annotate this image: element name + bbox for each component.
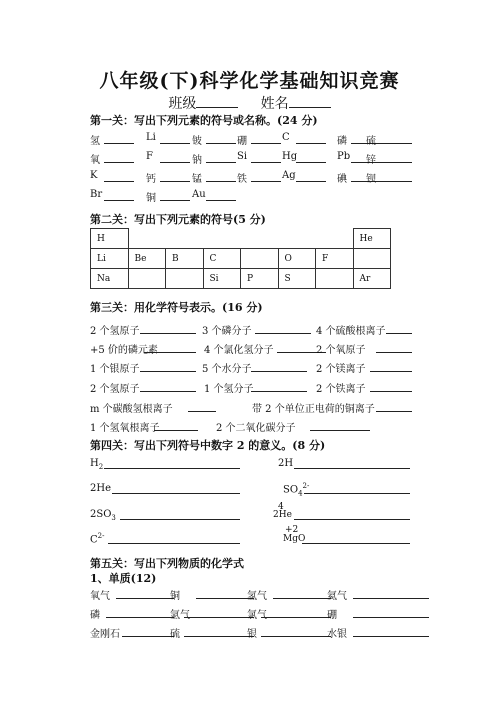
answer-line[interactable] — [294, 519, 410, 520]
symbol-h2: $H_2$ — [90, 458, 104, 471]
substance-label: 金刚石 — [90, 629, 120, 640]
table-gap — [128, 229, 353, 249]
answer-line[interactable] — [184, 617, 254, 618]
element-label: 铜 — [146, 193, 156, 204]
question-label: 3 个磷分子 — [202, 326, 252, 337]
table-cell[interactable]: Si — [203, 269, 241, 289]
table-cell[interactable]: S — [278, 269, 316, 289]
answer-line[interactable] — [251, 371, 307, 372]
element-label: Si — [237, 151, 248, 162]
answer-line[interactable] — [104, 181, 134, 182]
answer-line[interactable] — [160, 162, 190, 163]
table-cell[interactable]: O — [278, 249, 316, 269]
answer-line[interactable] — [251, 162, 281, 163]
element-label: 锰 — [192, 174, 202, 185]
element-label: Hg — [282, 151, 298, 162]
question-label: 4 个硫酸根离子 — [316, 326, 386, 337]
answer-line[interactable] — [251, 143, 281, 144]
element-label: 硼 — [237, 136, 247, 147]
element-label: 铍 — [192, 136, 202, 147]
substance-label: 氦气 — [327, 591, 347, 602]
question-label: 1 个氢氧根离子 — [90, 423, 160, 434]
answer-line[interactable] — [380, 143, 412, 144]
answer-line[interactable] — [188, 411, 216, 412]
answer-line[interactable] — [251, 391, 307, 392]
table-cell[interactable] — [128, 269, 166, 289]
answer-line[interactable] — [154, 430, 198, 431]
answer-line[interactable] — [273, 598, 331, 599]
section4-heading: 第四关：写出下列符号中数字 2 的意义。(8 分) — [90, 439, 326, 452]
answer-line[interactable] — [184, 636, 254, 637]
question-label: 带 2 个单位正电荷的铜离子 — [252, 404, 375, 415]
substance-label: 硫 — [170, 629, 180, 640]
section5-heading: 第五关：写出下列物质的化学式 — [90, 557, 244, 570]
substance-label: 铜 — [170, 591, 180, 602]
symbol-c2: $C^{2-}$ — [90, 532, 105, 546]
table-row — [91, 229, 391, 249]
answer-line[interactable] — [255, 333, 311, 334]
question-label: 5 个水分子 — [202, 364, 252, 375]
symbol-2so3: $2SO_3$ — [90, 509, 116, 522]
table-cell[interactable] — [316, 269, 354, 289]
symbol-2h: 2H — [278, 458, 294, 469]
answer-line[interactable] — [310, 430, 370, 431]
question-label: m 个碳酸氢根离子 — [90, 404, 173, 415]
element-label: 铁 — [237, 174, 247, 185]
substance-label: 硼 — [327, 610, 337, 621]
element-label: 钡 — [366, 174, 376, 185]
substance-label: 氧气 — [90, 591, 110, 602]
element-label: 锌 — [366, 155, 376, 166]
symbol-2he: 2He — [90, 483, 112, 494]
answer-line[interactable] — [353, 636, 429, 637]
question-label: +5 价的磷元素 — [90, 345, 158, 356]
substance-label: 水银 — [327, 629, 347, 640]
answer-line[interactable] — [160, 143, 190, 144]
question-label: 2 个铁离子 — [316, 384, 366, 395]
question-label: 1 个氢分子 — [204, 384, 254, 395]
answer-line[interactable] — [116, 598, 174, 599]
table-row — [91, 249, 391, 269]
answer-line[interactable] — [144, 352, 196, 353]
page-title: 八年级(下)科学化学基础知识竞赛 — [99, 70, 400, 92]
answer-line[interactable] — [160, 181, 190, 182]
answer-line[interactable] — [206, 200, 236, 201]
element-label: 氧 — [90, 155, 100, 166]
answer-line[interactable] — [296, 143, 326, 144]
question-label: 2 个氧原子 — [316, 345, 366, 356]
element-label: 硫 — [366, 136, 376, 147]
answer-line[interactable] — [380, 162, 412, 163]
table-cell[interactable]: H — [91, 229, 129, 249]
answer-line[interactable] — [206, 162, 236, 163]
table-cell[interactable]: C — [203, 249, 241, 269]
answer-line[interactable] — [294, 468, 410, 469]
element-label: Pb — [337, 151, 351, 162]
answer-line[interactable] — [261, 617, 331, 618]
answer-line[interactable] — [251, 181, 281, 182]
answer-line[interactable] — [296, 181, 326, 182]
answer-line[interactable] — [376, 352, 412, 353]
answer-line[interactable] — [353, 598, 429, 599]
answer-line[interactable] — [261, 636, 331, 637]
table-cell[interactable]: B — [166, 249, 204, 269]
element-label: 钠 — [192, 155, 202, 166]
table-row — [91, 269, 391, 289]
question-label: 4 个氯化氢分子 — [204, 345, 274, 356]
class-blank[interactable] — [196, 98, 238, 108]
name-label: 姓名 — [260, 96, 289, 112]
question-label: 2 个镁离子 — [316, 364, 366, 375]
element-label: K — [90, 170, 98, 181]
section2-heading: 第二关：写出下列元素的符号(5 分) — [90, 213, 266, 226]
answer-line[interactable] — [206, 181, 236, 182]
answer-line[interactable] — [108, 543, 240, 544]
table-cell[interactable]: Na — [91, 269, 129, 289]
answer-line[interactable] — [122, 636, 174, 637]
answer-line[interactable] — [196, 598, 254, 599]
answer-line[interactable] — [104, 162, 134, 163]
substance-label: 磷 — [90, 610, 100, 621]
name-blank[interactable] — [289, 98, 331, 108]
symbol-he-isotope: 4 2He — [273, 502, 292, 520]
class-label: 班级 — [168, 96, 197, 112]
answer-line[interactable] — [120, 519, 240, 520]
answer-line[interactable] — [104, 143, 134, 144]
element-label: 氢 — [90, 136, 100, 147]
answer-line[interactable] — [370, 391, 412, 392]
answer-line[interactable] — [106, 617, 174, 618]
table-cell[interactable] — [241, 249, 279, 269]
element-label: F — [146, 151, 153, 162]
answer-line[interactable] — [302, 543, 410, 544]
element-label: Br — [90, 189, 103, 200]
question-label: 1 个银原子 — [90, 364, 140, 375]
answer-line[interactable] — [386, 333, 412, 334]
element-label: Li — [146, 132, 156, 143]
element-label: Ag — [282, 170, 296, 181]
table-cell[interactable]: He — [353, 229, 391, 249]
answer-line[interactable] — [140, 333, 196, 334]
periodic-table — [90, 228, 391, 289]
substance-label: 氯气 — [247, 610, 267, 621]
answer-line[interactable] — [380, 181, 412, 182]
table-cell[interactable]: Li — [91, 249, 129, 269]
element-label: 磷 — [337, 136, 347, 147]
answer-line[interactable] — [370, 371, 412, 372]
table-cell[interactable]: F — [316, 249, 354, 269]
symbol-so4: $SO_4^{2-}$ — [283, 482, 310, 498]
question-label: 2 个氢原子 — [90, 384, 140, 395]
element-label: 碘 — [337, 174, 347, 185]
section1-heading: 第一关：写出下列元素的符号或名称。(24 分) — [90, 114, 318, 127]
element-label: 钙 — [146, 174, 156, 185]
answer-line[interactable] — [304, 493, 410, 494]
substance-label: 银 — [247, 629, 257, 640]
answer-line[interactable] — [206, 143, 236, 144]
answer-line[interactable] — [160, 200, 190, 201]
answer-line[interactable] — [104, 468, 240, 469]
answer-line[interactable] — [296, 162, 326, 163]
element-label: Au — [192, 189, 206, 200]
table-cell[interactable]: Be — [128, 249, 166, 269]
symbol-mgo: +2 MgO — [283, 525, 306, 544]
answer-line[interactable] — [104, 200, 134, 201]
student-info — [0, 93, 499, 113]
answer-line[interactable] — [140, 391, 196, 392]
section5-subheading: 1、单质(12) — [90, 572, 157, 585]
table-cell[interactable]: Ar — [353, 269, 391, 289]
substance-label: 氢气 — [247, 591, 267, 602]
substance-label: 氩气 — [170, 610, 190, 621]
answer-line[interactable] — [376, 411, 412, 412]
question-label: 2 个二氧化碳分子 — [216, 423, 296, 434]
answer-line[interactable] — [140, 371, 196, 372]
element-label: C — [282, 132, 290, 143]
question-label: 2 个氢原子 — [90, 326, 140, 337]
table-cell[interactable]: P — [241, 269, 279, 289]
section3-heading: 第三关：用化学符号表示。(16 分) — [90, 301, 263, 314]
table-cell[interactable] — [166, 269, 204, 289]
table-cell[interactable] — [353, 249, 391, 269]
answer-line[interactable] — [353, 617, 429, 618]
answer-line[interactable] — [112, 493, 240, 494]
